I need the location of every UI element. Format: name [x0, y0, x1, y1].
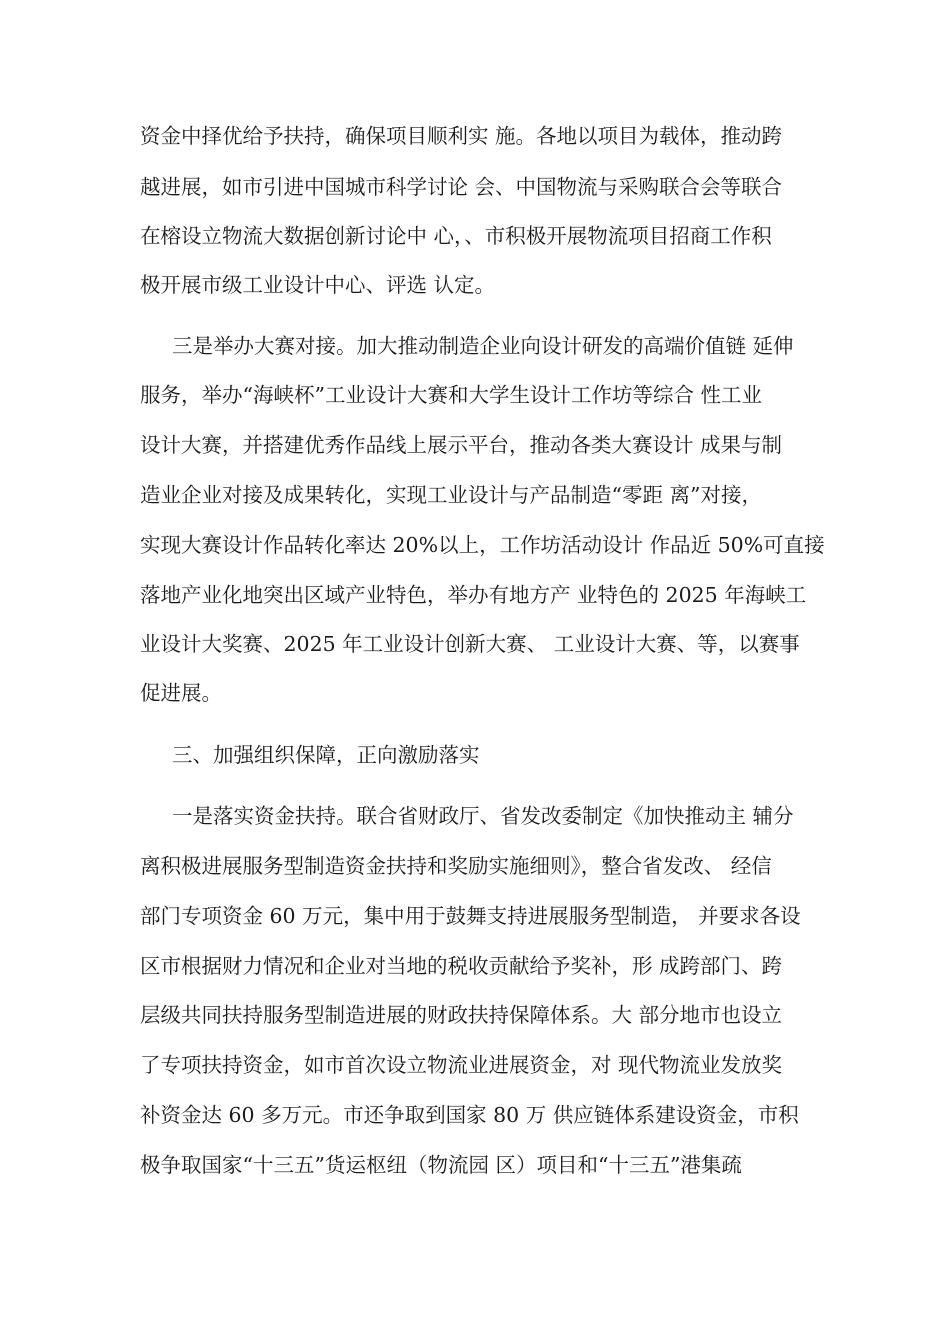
text-line: 了专项扶持资金，如市首次设立物流业进展资金，对 现代物流业发放奖 [140, 1053, 783, 1077]
text-line: 三是举办大赛对接。加大推动制造企业向设计研发的高端价值链 延伸 [172, 334, 794, 358]
text-line: 区市根据财力情况和企业对当地的税收贡献给予奖补，形 成跨部门、跨 [140, 954, 783, 978]
text-line: 极争取国家“十三五”货运枢纽（物流园 区）项目和“十三五”港集疏 [140, 1153, 742, 1177]
text-line: 业设计大奖赛、2025 年工业设计创新大赛、 工业设计大赛、等，以赛事 [140, 632, 800, 656]
text-line: 层级共同扶持服务型制造进展的财政扶持保障体系。大 部分地市也设立 [140, 1003, 783, 1027]
section-heading: 三、加强组织保障，正向激励落实 [172, 743, 480, 767]
text-line: 一是落实资金扶持。联合省财政厅、省发改委制定《加快推动主 辅分 [172, 804, 794, 828]
text-line: 越进展，如市引进中国城市科学讨论 会、中国物流与采购联合会等联合 [140, 175, 783, 199]
text-line: 部门专项资金 60 万元，集中用于鼓舞支持进展服务型制造， 并要求各设 [140, 904, 801, 928]
text-line: 在榕设立物流大数据创新讨论中 心，、市积极开展物流项目招商工作积 [140, 224, 772, 248]
text-line: 设计大赛，并搭建优秀作品线上展示平台，推动各类大赛设计 成果与制 [140, 433, 783, 457]
text-line: 落地产业化地突出区域产业特色，举办有地方产 业特色的 2025 年海峡工 [140, 583, 807, 607]
text-line: 促进展。 [140, 681, 222, 705]
text-line: 极开展市级工业设计中心、评选 认定。 [140, 273, 496, 297]
text-line: 实现大赛设计作品转化率达 20%以上，工作坊活动设计 作品近 50%可直接 [140, 533, 825, 557]
text-line: 离积极进展服务型制造资金扶持和奖励实施细则》，整合省发改、 经信 [140, 854, 772, 878]
text-line: 补资金达 60 多万元。市还争取到国家 80 万 供应链体系建设资金，市积 [140, 1103, 799, 1127]
text-line: 资金中择优给予扶持，确保项目顺利实 施。各地以项目为载体，推动跨 [140, 124, 783, 148]
text-line: 服务，举办“海峡杯”工业设计大赛和大学生设计工作坊等综合 性工业 [140, 383, 762, 407]
text-line: 造业企业对接及成果转化，实现工业设计与产品制造“零距 离”对接， [140, 483, 762, 507]
